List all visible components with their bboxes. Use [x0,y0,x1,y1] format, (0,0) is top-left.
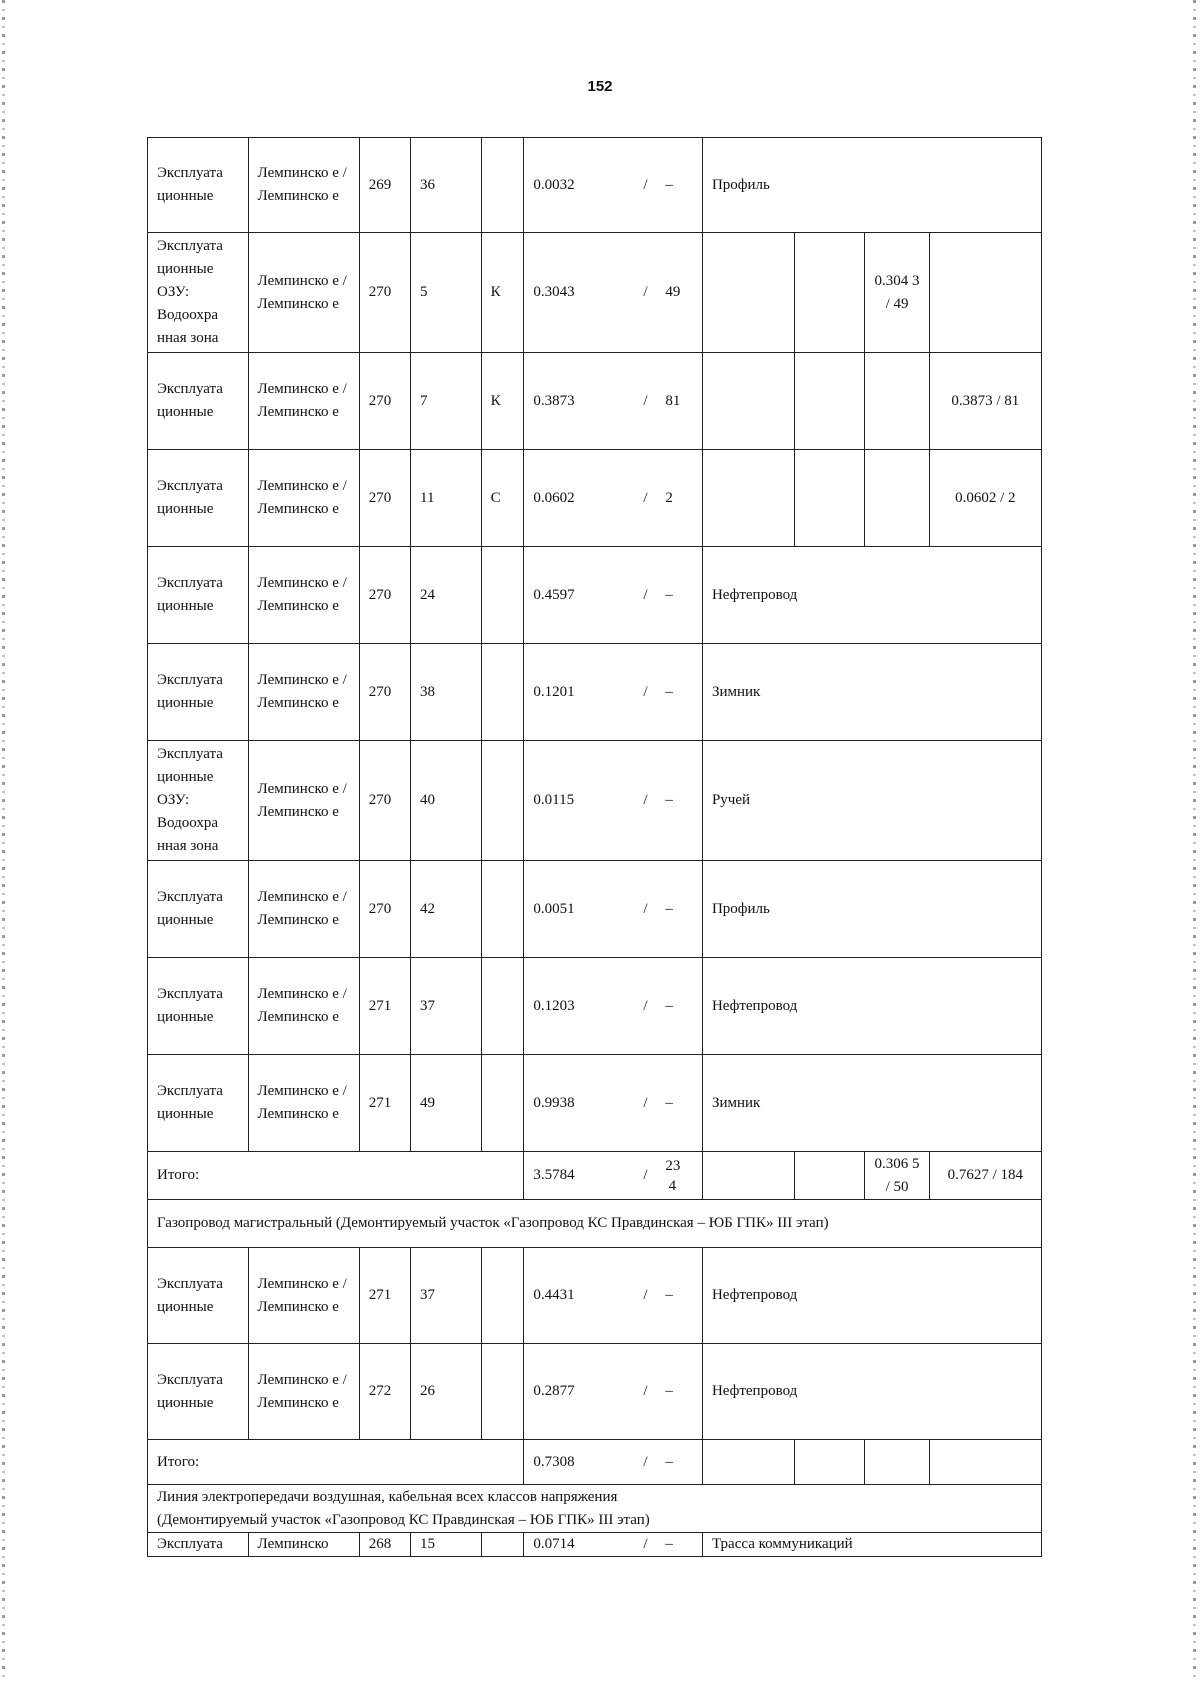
section-cell: 37 [411,958,482,1055]
area-value: 0.0602 [533,489,575,506]
note-cell: Профиль [702,138,1041,233]
section-cell: 7 [411,353,482,450]
value-cell-4 [929,233,1041,353]
area-value: 0.4431 [533,1287,575,1303]
quarter-cell: 270 [359,644,410,741]
area-separator: / [643,1094,648,1111]
area-tail: – [665,1453,673,1470]
quarter-cell: 272 [359,1344,410,1440]
value-cell-2 [794,1440,865,1485]
category-cell: К [481,233,524,353]
section-title [148,1485,1042,1533]
value-cell-3 [865,450,929,547]
scan-edge-right [1193,0,1196,1683]
table-row [148,353,1042,450]
area-cell [524,353,703,450]
quarter-cell: 268 [359,1533,410,1557]
area-separator: / [643,284,648,300]
area-cell [524,958,703,1055]
table-row [148,547,1042,644]
quarter-cell: 269 [359,138,410,233]
value-cell-1 [702,1440,794,1485]
location-cell: Лемпинско е / Лемпинско е [248,547,359,644]
area-value: 0.3873 [533,392,575,409]
area-value: 0.0115 [533,792,575,808]
area-value: 0.2877 [533,1383,575,1399]
area-cell [524,138,703,233]
value-cell-3 [865,353,929,450]
area-cell [524,1055,703,1152]
area-value: 0.0051 [533,900,575,917]
area-separator: / [643,1383,648,1399]
area-tail: 81 [665,392,681,409]
location-cell: Лемпинско е / Лемпинско е [248,644,359,741]
area-cell [524,1248,703,1344]
note-cell: Ручей [702,741,1041,861]
section-cell: 15 [411,1533,482,1557]
value-cell-2 [794,233,865,353]
category-cell: К [481,353,524,450]
use-type-cell: Эксплуата ционные [148,353,249,450]
page-number: 152 [587,78,613,95]
category-cell [481,741,524,861]
area-separator: / [643,1167,648,1183]
area-tail: – [665,1094,673,1111]
value-cell-2 [794,1152,865,1200]
area-separator: / [643,1287,648,1303]
value-cell-1 [702,450,794,547]
quarter-cell: 270 [359,233,410,353]
use-type-cell: Эксплуата ционные [148,1344,249,1440]
table-row [148,1344,1042,1440]
area-value: 0.3043 [533,284,575,300]
area-tail: – [665,997,673,1014]
area-separator: / [643,1536,648,1552]
value-cell-2 [794,450,865,547]
location-cell: Лемпинско е / Лемпинско е [248,233,359,353]
category-cell [481,547,524,644]
section-header-row [148,1485,1042,1533]
value-cell-4 [929,1440,1041,1485]
table-row [148,1055,1042,1152]
total-row [148,1152,1042,1200]
section-cell: 24 [411,547,482,644]
section-title-line: (Демонтируемый участок «Газопровод КС Правдинская – ЮБ ГПК» III этап) [157,1511,650,1528]
area-tail: – [665,683,673,700]
area-cell [524,741,703,861]
area-separator: / [643,1453,648,1470]
area-separator: / [643,586,648,603]
table-row [148,1248,1042,1344]
location-cell: Лемпинско [248,1533,359,1557]
category-cell [481,1248,524,1344]
location-cell: Лемпинско е / Лемпинско е [248,353,359,450]
quarter-cell: 270 [359,450,410,547]
area-separator: / [643,683,648,700]
section-title-line: Газопровод магистральный (Демонтируемый участок «Газопровод КС Правдинская – ЮБ ГПК» III этап) [157,1215,829,1231]
category-cell [481,958,524,1055]
value-cell-3 [865,1440,929,1485]
area-value: 3.5784 [533,1167,575,1183]
table-row [148,138,1042,233]
land-plot-table [147,137,1042,1557]
area-value: 0.9938 [533,1094,575,1111]
section-title-line: Линия электропередачи воздушная, кабельная всех классов напряжения [157,1488,618,1505]
value-cell-1 [702,233,794,353]
area-tail: 23 4 [665,1157,681,1194]
category-cell [481,1344,524,1440]
use-type-cell: Эксплуата ционные ОЗУ: Водоохра нная зона [148,233,249,353]
area-cell [524,547,703,644]
table-row [148,450,1042,547]
use-type-cell: Эксплуата ционные [148,1055,249,1152]
note-cell: Нефтепровод [702,1344,1041,1440]
section-cell: 26 [411,1344,482,1440]
section-title [148,1200,1042,1248]
area-value: 0.1201 [533,683,575,700]
table-row [148,1533,1042,1557]
section-cell: 37 [411,1248,482,1344]
note-cell: Нефтепровод [702,958,1041,1055]
area-value: 0.0714 [533,1536,575,1552]
use-type-cell: Эксплуата ционные [148,1248,249,1344]
location-cell: Лемпинско е / Лемпинско е [248,450,359,547]
value-cell-4: 0.3873 / 81 [929,353,1041,450]
category-cell: С [481,450,524,547]
table-row [148,741,1042,861]
table-row [148,861,1042,958]
section-cell: 5 [411,233,482,353]
quarter-cell: 271 [359,958,410,1055]
use-type-cell: Эксплуата ционные ОЗУ: Водоохра нная зона [148,741,249,861]
note-cell: Зимник [702,644,1041,741]
note-cell: Нефтепровод [702,1248,1041,1344]
area-tail: – [665,1287,673,1303]
location-cell: Лемпинско е / Лемпинско е [248,138,359,233]
note-cell: Зимник [702,1055,1041,1152]
location-cell: Лемпинско е / Лемпинско е [248,741,359,861]
use-type-cell: Эксплуата ционные [148,547,249,644]
total-label: Итого: [148,1440,524,1485]
table-row [148,958,1042,1055]
use-type-cell: Эксплуата ционные [148,958,249,1055]
area-separator: / [643,489,648,506]
area-value: 0.0032 [533,176,575,193]
value-cell-3: 0.306 5 / 50 [865,1152,929,1200]
note-cell: Нефтепровод [702,547,1041,644]
quarter-cell: 271 [359,1248,410,1344]
location-cell: Лемпинско е / Лемпинско е [248,1344,359,1440]
area-separator: / [643,997,648,1014]
total-label: Итого: [148,1152,524,1200]
area-tail: 49 [665,284,681,300]
section-cell: 49 [411,1055,482,1152]
value-cell-1 [702,1152,794,1200]
quarter-cell: 270 [359,353,410,450]
area-separator: / [643,392,648,409]
area-tail: – [665,586,673,603]
area-tail: – [665,792,673,808]
area-cell [524,861,703,958]
section-cell: 36 [411,138,482,233]
area-separator: / [643,792,648,808]
table-row [148,644,1042,741]
section-cell: 42 [411,861,482,958]
quarter-cell: 270 [359,861,410,958]
value-cell-2 [794,353,865,450]
area-cell [524,644,703,741]
area-cell [524,1440,703,1485]
value-cell-4: 0.0602 / 2 [929,450,1041,547]
section-cell: 40 [411,741,482,861]
area-tail: – [665,176,673,193]
value-cell-4: 0.7627 / 184 [929,1152,1041,1200]
section-cell: 11 [411,450,482,547]
area-cell [524,1533,703,1557]
area-tail: 2 [665,489,673,506]
area-cell [524,1344,703,1440]
note-cell: Трасса коммуникаций [702,1533,1041,1557]
total-row [148,1440,1042,1485]
area-tail: – [665,900,673,917]
use-type-cell: Эксплуата ционные [148,138,249,233]
category-cell [481,861,524,958]
area-cell [524,1152,703,1200]
location-cell: Лемпинско е / Лемпинско е [248,1055,359,1152]
area-separator: / [643,176,648,193]
value-cell-1 [702,353,794,450]
category-cell [481,644,524,741]
use-type-cell: Эксплуата [148,1533,249,1557]
location-cell: Лемпинско е / Лемпинско е [248,958,359,1055]
location-cell: Лемпинско е / Лемпинско е [248,861,359,958]
category-cell [481,138,524,233]
quarter-cell: 270 [359,741,410,861]
area-cell [524,450,703,547]
area-tail: – [665,1536,673,1552]
note-cell: Профиль [702,861,1041,958]
category-cell [481,1533,524,1557]
location-cell: Лемпинско е / Лемпинско е [248,1248,359,1344]
section-header-row [148,1200,1042,1248]
quarter-cell: 270 [359,547,410,644]
use-type-cell: Эксплуата ционные [148,644,249,741]
scan-edge-left [2,0,5,1683]
area-separator: / [643,900,648,917]
value-cell-3: 0.304 3 / 49 [865,233,929,353]
area-value: 0.4597 [533,586,575,603]
area-tail: – [665,1383,673,1399]
area-value: 0.1203 [533,997,575,1014]
use-type-cell: Эксплуата ционные [148,861,249,958]
category-cell [481,1055,524,1152]
table-row [148,233,1042,353]
use-type-cell: Эксплуата ционные [148,450,249,547]
area-cell [524,233,703,353]
section-cell: 38 [411,644,482,741]
quarter-cell: 271 [359,1055,410,1152]
area-value: 0.7308 [533,1453,575,1470]
